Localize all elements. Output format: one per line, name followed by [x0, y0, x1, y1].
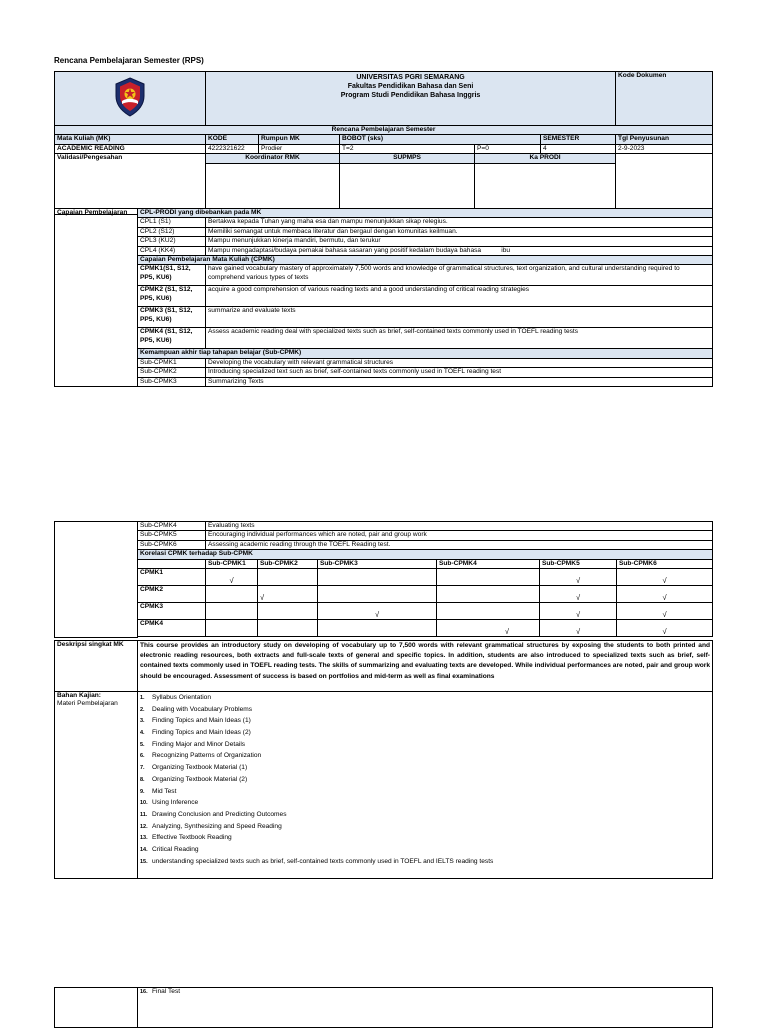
bahan-list-item — [140, 704, 710, 716]
sub-cpmk-code: Sub-CPMK4 — [138, 522, 206, 531]
korelasi-col-header: Sub-CPMK2 — [258, 559, 318, 568]
koordinator-rmk-header: Koordinator RMK — [206, 154, 340, 163]
korelasi-cell: √ — [318, 603, 437, 620]
korelasi-cell: √ — [540, 603, 617, 620]
korelasi-cell — [318, 569, 437, 586]
korelasi-cell — [437, 603, 540, 620]
bahan-item-number: 11. — [140, 811, 148, 818]
bahan-item-text: Syllabus Orientation — [152, 694, 212, 701]
cpl-text: Memiliki semangat untuk membaca literatur dan bergaul dengan komunitas keilmuan. — [206, 227, 713, 236]
document-title: Rencana Pembelajaran Semester (RPS) — [54, 56, 204, 65]
sub-cpmk-text: Summarizing Texts — [206, 377, 713, 386]
korelasi-cell — [206, 586, 258, 603]
korelasi-cell — [206, 620, 258, 637]
korelasi-cell — [258, 620, 318, 637]
cpmk-text: have gained vocabulary mastery of approximately 7,500 words and knowledge of grammatical structures, text organization, and cultural understanding required to comprehend various types of texts — [206, 265, 713, 286]
cpmk-header: Capaian Pembelajaran Mata Kuliah (CPMK) — [138, 256, 713, 265]
cpmk-text: Assess academic reading deal with specialized texts such as brief, self-contained texts commonly used in TOEFL reading tests — [206, 328, 713, 349]
korelasi-cell — [258, 569, 318, 586]
faculty-name: Fakultas Pendidikan Bahasa dan Seni — [347, 83, 474, 90]
cpl-text: Mampu mengadaptasi/budaya pemakai bahasa sasaran yang positif kedalam budaya bahasa ibu — [206, 246, 713, 255]
bahan-item-text: Finding Major and Minor Details — [152, 740, 246, 748]
korelasi-cell: √ — [540, 569, 617, 586]
col-header-tgl: Tgl Penyusunan — [616, 135, 713, 144]
bahan-list-item — [140, 821, 710, 833]
bahan-list-item — [140, 797, 710, 809]
bahan-item-number: 15. — [140, 858, 148, 865]
bahan-list-item — [140, 692, 710, 704]
sub-cpmk-text: Encouraging individual performances which are noted, pair and group work — [206, 531, 713, 540]
col-header-kode: KODE — [206, 135, 259, 144]
korelasi-cell — [318, 586, 437, 603]
bahan-item-number: 10. — [140, 800, 148, 807]
korelasi-col-header: Sub-CPMK6 — [617, 559, 713, 568]
sub-cpmk-code: Sub-CPMK3 — [138, 377, 206, 386]
kode-dokumen-label: Kode Dokumen — [616, 72, 713, 126]
bahan-list-item — [140, 786, 710, 798]
university-logo-icon — [113, 77, 147, 117]
bahan-label-cell — [55, 692, 138, 879]
bahan-item-text: Critical Reading — [152, 845, 199, 853]
bahan-list-item — [140, 856, 710, 868]
university-header — [206, 72, 616, 126]
bahan-item-number: 9. — [140, 788, 145, 795]
bahan-list-item — [140, 715, 710, 727]
sub-cpmk-text: Introducing specialized text such as brief, self-contained texts commonly used in TOEFL reading test — [206, 368, 713, 377]
capaian-table-page1 — [54, 208, 713, 387]
bahan-item-text: Effective Textbook Reading — [152, 834, 232, 842]
supmps-signature-box — [340, 163, 475, 214]
bahan-item-number: 12. — [140, 823, 148, 830]
cpmk-text: acquire a good comprehension of various reading texts and a good understanding of critical reading strategies — [206, 286, 713, 307]
korelasi-col-header: Sub-CPMK3 — [318, 559, 437, 568]
bahan-item-number: 3. — [140, 718, 145, 725]
cpl-code: CPL1 (S1) — [138, 218, 206, 227]
korelasi-corner — [138, 559, 206, 568]
bahan-item-text: Using Inference — [152, 799, 199, 807]
korelasi-cell — [318, 620, 437, 637]
korelasi-cell: √ — [617, 620, 713, 637]
cpmk-code: CPMK1(S1, S12, PP5, KU6) — [138, 265, 206, 286]
cpmk-code: CPMK4 (S1, S12, PP5, KU6) — [138, 328, 206, 349]
cpl-code: CPL2 (S12) — [138, 227, 206, 236]
sub-cpmk-text: Assessing academic reading through the TOEFL Reading test. — [206, 540, 713, 549]
bahan-list — [140, 692, 710, 867]
bahan-item-number: 14. — [140, 846, 148, 853]
korelasi-cell — [258, 603, 318, 620]
bahan-list-item — [140, 844, 710, 856]
capaian-label: Capaian Pembelajaran — [55, 209, 138, 387]
bahan-item-number: 13. — [140, 835, 148, 842]
col-header-rumpun: Rumpun MK — [259, 135, 340, 144]
sub-cpmk-text: Developing the vocabulary with relevant grammatical structures — [206, 358, 713, 367]
logo-cell — [55, 72, 206, 126]
korelasi-col-header: Sub-CPMK5 — [540, 559, 617, 568]
bobot-praktik: P=0 — [475, 144, 541, 153]
korelasi-cell — [206, 603, 258, 620]
sub-cpmk-code: Sub-CPMK1 — [138, 358, 206, 367]
korelasi-cell: √ — [437, 620, 540, 637]
bahan-item-text: Mid Test — [152, 787, 177, 795]
deskripsi-label: Deskripsi singkat MK — [55, 641, 138, 692]
cpmk-text: summarize and evaluate texts — [206, 307, 713, 328]
cpl-code: CPL3 (KU2) — [138, 237, 206, 246]
course-rumpun: Prodier — [259, 144, 340, 153]
kaprodi-header: Ka PRODI — [475, 154, 616, 163]
korelasi-col-header: Sub-CPMK1 — [206, 559, 258, 568]
bahan-item-text: Finding Topics and Main Ideas (1) — [152, 717, 251, 725]
bahan-item-number: 16. — [140, 989, 148, 995]
bahan-item-number: 2. — [140, 706, 145, 713]
korelasi-cell: √ — [258, 586, 318, 603]
course-code: 4222321622 — [206, 144, 259, 153]
cpl-code: CPL4 (KK4) — [138, 246, 206, 255]
program-name: Program Studi Pendidikan Bahasa Inggris — [340, 92, 481, 99]
korelasi-col-header: Sub-CPMK4 — [437, 559, 540, 568]
cpl-text: Mampu menunjukkan kinerja mandiri, bermutu, dan terukur — [206, 237, 713, 246]
validasi-empty-cell — [616, 154, 713, 214]
korelasi-cell: √ — [617, 586, 713, 603]
bahan-item-number: 8. — [140, 776, 145, 783]
cpmk-code: CPMK2 (S1, S12, PP5, KU6) — [138, 286, 206, 307]
capaian-table-page2 — [54, 521, 713, 638]
bahan-list-item — [140, 809, 710, 821]
col-header-semester: SEMESTER — [541, 135, 616, 144]
korelasi-row-label: CPMK3 — [138, 603, 206, 620]
sub-cpmk-text: Evaluating texts — [206, 522, 713, 531]
bobot-teori: T=2 — [340, 144, 475, 153]
bahan-item-text: Drawing Conclusion and Predicting Outcomes — [152, 810, 287, 818]
capaian-continued-cell — [55, 522, 138, 638]
bahan-item-text: Recognizing Patterns of Organization — [152, 752, 262, 760]
bahan-item-number: 5. — [140, 741, 145, 748]
cpl-text: Bertakwa kepada Tuhan yang maha esa dan mampu menunjukkan sikap relegius. — [206, 218, 713, 227]
rps-section-title: Rencana Pembelajaran Semester — [55, 126, 713, 135]
course-name: ACADEMIC READING — [55, 144, 206, 153]
validasi-label: Validasi/Pengesahan — [55, 154, 206, 214]
cpmk-code: CPMK3 (S1, S12, PP5, KU6) — [138, 307, 206, 328]
bahan-item-number: 4. — [140, 730, 145, 737]
sub-cpmk-code: Sub-CPMK2 — [138, 368, 206, 377]
bahan-item-text: Finding Topics and Main Ideas (2) — [152, 729, 251, 737]
bahan-item-text: understanding specialized texts such as brief, self-contained texts commonly used in TOEFL and IELTS reading tests — [152, 857, 494, 865]
sub-cpmk-header: Kemampuan akhir tiap tahapan belajar (Sub-CPMK) — [138, 349, 713, 358]
bahan-item-number: 7. — [140, 765, 145, 772]
supmps-header: SUPMPS — [340, 154, 475, 163]
bahan-item-number: 1. — [140, 695, 145, 701]
korelasi-cell — [437, 586, 540, 603]
bahan-table-page3 — [54, 987, 713, 1028]
bahan-item-text: Organizing Textbook Material (2) — [152, 775, 248, 783]
col-header-mata-kuliah: Mata Kuliah (MK) — [55, 135, 206, 144]
bahan-item-16 — [138, 988, 713, 1028]
bahan-list-item — [140, 727, 710, 739]
deskripsi-text: This course provides an introductory study on developing of vocabulary up to 7,500 words with relevant grammatical structures by exposing the students to both printed and electronic reading resources, both extracts and full-scale texts of general and specific topics. In addition, students are also introduced to specialized texts such as brief, self-contained texts commonly used in TOEFL reading tests. The skills of summarizing and evaluating texts are developed. While individual performances are noted, pair and group work should be encouraged. Assessment of success is based on portfolios and mid-term as well as final examinations — [138, 641, 713, 692]
korelasi-cell: √ — [206, 569, 258, 586]
bahan-item-text: Dealing with Vocabulary Problems — [152, 705, 253, 713]
bahan-item-text: Analyzing, Synthesizing and Speed Reading — [152, 822, 282, 830]
korelasi-cell: √ — [540, 586, 617, 603]
bahan-list-item — [140, 762, 710, 774]
korelasi-cell: √ — [540, 620, 617, 637]
korelasi-row-label: CPMK1 — [138, 569, 206, 586]
tgl-value: 2-9-2023 — [616, 144, 713, 153]
korelasi-cell — [437, 569, 540, 586]
korelasi-row-label: CPMK4 — [138, 620, 206, 637]
cpl-header: CPL-PRODI yang dibebankan pada MK — [138, 209, 713, 218]
bahan-list-item — [140, 739, 710, 751]
bahan-kajian-label: Bahan Kajian: — [57, 692, 101, 699]
bahan-list-item — [140, 750, 710, 762]
col-header-bobot: BOBOT (sks) — [340, 135, 541, 144]
materi-label: Materi Pembelajaran — [57, 700, 118, 708]
kaprodi-signature-box — [475, 163, 616, 214]
semester-value: 4 — [541, 144, 616, 153]
korelasi-cell: √ — [617, 603, 713, 620]
koordinator-signature-box — [206, 163, 340, 214]
university-name: UNIVERSITAS PGRI SEMARANG — [356, 74, 465, 81]
deskripsi-bahan-table — [54, 640, 713, 879]
bahan-list-cell — [138, 692, 713, 879]
korelasi-cell: √ — [617, 569, 713, 586]
bahan-list-item — [140, 832, 710, 844]
korelasi-row-label: CPMK2 — [138, 586, 206, 603]
sub-cpmk-code: Sub-CPMK6 — [138, 540, 206, 549]
rps-table-page1 — [54, 71, 713, 215]
bahan-item-text: Final Test — [152, 988, 181, 995]
bahan-continued-label — [55, 988, 138, 1028]
bahan-list-item — [140, 774, 710, 786]
sub-cpmk-code: Sub-CPMK5 — [138, 531, 206, 540]
bahan-item-number: 6. — [140, 753, 145, 760]
korelasi-header: Korelasi CPMK terhadap Sub-CPMK — [138, 550, 713, 559]
bahan-item-text: Organizing Textbook Material (1) — [152, 764, 248, 772]
